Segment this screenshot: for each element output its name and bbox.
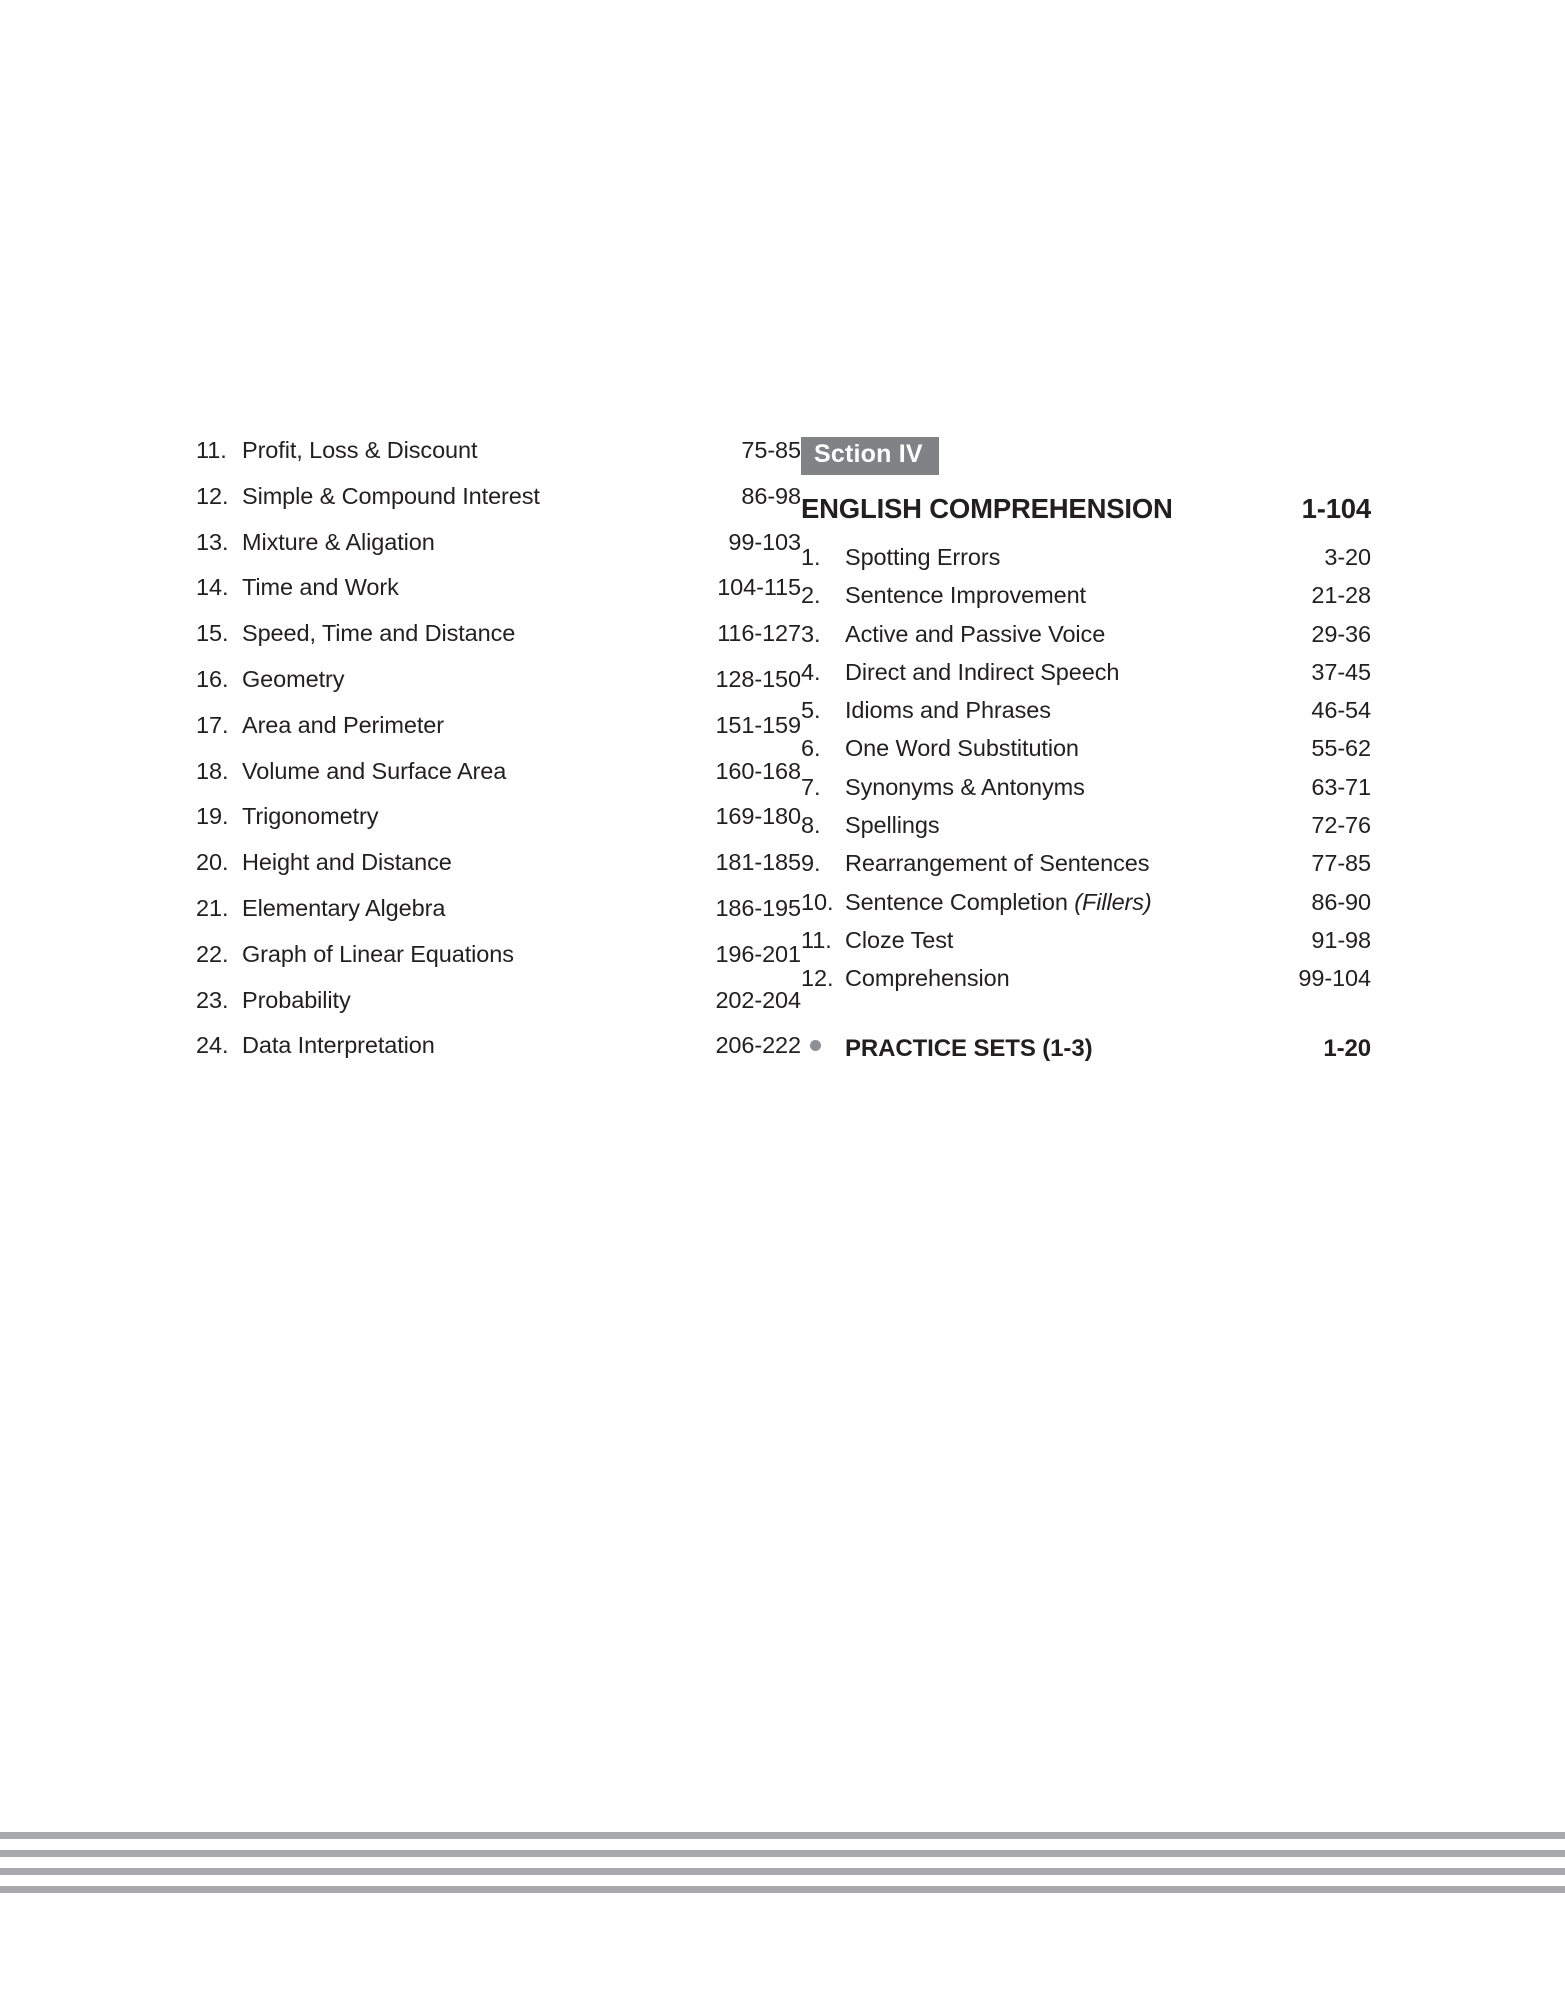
toc-entry-title — [845, 812, 1271, 839]
toc-entry-title — [845, 697, 1271, 724]
toc-entry-number: 1. — [801, 544, 821, 570]
toc-entry-title-text: Idioms and Phrases — [845, 697, 1051, 724]
toc-entry-number: 24. — [196, 1032, 229, 1059]
toc-entry-title: Elementary Algebra — [242, 894, 446, 921]
toc-entry-title — [845, 621, 1271, 648]
footer-rule-line — [0, 1886, 1565, 1893]
toc-entry-title-text: Spellings — [845, 812, 940, 839]
section-heading — [801, 493, 1371, 544]
toc-entry-title — [845, 544, 1271, 571]
toc-entry-pages: 206-222 — [715, 1032, 801, 1059]
toc-entry-pages: 116-127 — [717, 620, 801, 647]
toc-entry — [196, 437, 801, 483]
toc-entry-pages: 29-36 — [1311, 620, 1371, 647]
toc-entry-pages: 72-76 — [1311, 812, 1371, 839]
toc-entry — [196, 803, 801, 849]
footer-rule-line — [0, 1832, 1565, 1839]
footer-rule-line — [0, 1850, 1565, 1857]
toc-entry — [801, 582, 1371, 620]
toc-entry-pages: 202-204 — [715, 986, 801, 1013]
toc-entry-number: 19. — [196, 803, 229, 830]
toc-entry-number: 22. — [196, 940, 229, 967]
toc-entry — [801, 697, 1371, 735]
toc-entry-pages: 99-103 — [728, 528, 801, 555]
toc-entry-number: 15. — [196, 620, 229, 647]
bullet-cell — [801, 1045, 845, 1056]
toc-entry-pages: 86-98 — [741, 482, 801, 509]
toc-entry-pages: 91-98 — [1311, 926, 1371, 953]
toc-entry-pages: 151-159 — [715, 711, 801, 738]
toc-entry-number: 10. — [801, 888, 834, 915]
toc-entry-number: 7. — [801, 773, 821, 800]
toc-entry-number: 21. — [196, 894, 229, 921]
toc-entry-title: Mixture & Aligation — [242, 528, 435, 555]
toc-entry-number: 12. — [196, 482, 229, 509]
toc-entry-number: 11. — [801, 926, 832, 953]
toc-entry-number: 5. — [801, 697, 821, 724]
section-heading-pages: 1-104 — [1301, 493, 1371, 524]
toc-entry-title — [845, 965, 1271, 992]
toc-entry-title: Speed, Time and Distance — [242, 620, 516, 647]
toc-entry-pages: 75-85 — [741, 437, 801, 463]
toc-entry-number: 20. — [196, 849, 229, 876]
toc-entry-pages: 128-150 — [715, 665, 801, 692]
toc-entry-title: Profit, Loss & Discount — [242, 437, 478, 463]
toc-entry-number: 4. — [801, 658, 821, 685]
toc-entry-title-text: Cloze Test — [845, 926, 954, 953]
toc-entry-number: 16. — [196, 665, 229, 692]
toc-entry — [801, 774, 1371, 812]
toc-entry — [196, 941, 801, 987]
toc-entry-title — [845, 735, 1271, 762]
toc-entry-number: 8. — [801, 812, 821, 839]
toc-entry-title: Simple & Compound Interest — [242, 482, 540, 509]
toc-entry — [801, 927, 1371, 965]
toc-entry-number: 6. — [801, 735, 821, 762]
toc-entry-title-note: (Fillers) — [1074, 888, 1152, 915]
toc-entry-pages: 160-168 — [715, 757, 801, 784]
toc-entry-title — [845, 850, 1271, 877]
toc-entry-number: 12. — [801, 965, 834, 992]
toc-entry — [196, 758, 801, 804]
toc-entry-title: Area and Perimeter — [242, 711, 444, 738]
toc-entry-title-text: Active and Passive Voice — [845, 620, 1106, 647]
toc-entry-title: Volume and Surface Area — [242, 757, 507, 784]
toc-entry-pages: 169-180 — [715, 803, 801, 830]
toc-entry-title: Graph of Linear Equations — [242, 940, 514, 967]
toc-entry-number: 13. — [196, 528, 229, 555]
toc-entry-title: Probability — [242, 986, 351, 1013]
toc-entry-pages: 3-20 — [1324, 544, 1371, 570]
toc-entry-pages: 196-201 — [715, 940, 801, 967]
toc-entry-number: 2. — [801, 582, 821, 609]
toc-entry — [801, 659, 1371, 697]
toc-entry — [196, 1032, 801, 1078]
toc-entry-number: 14. — [196, 574, 229, 601]
toc-entry-number: 17. — [196, 711, 229, 738]
footer-rule-gap — [0, 1875, 1565, 1886]
table-of-contents — [0, 437, 1565, 1078]
toc-entry — [801, 850, 1371, 888]
toc-entry-title: Height and Distance — [242, 849, 452, 876]
toc-entry — [196, 666, 801, 712]
toc-entry-pages: 77-85 — [1311, 850, 1371, 877]
practice-sets-entry — [801, 1035, 1371, 1063]
toc-entry — [801, 812, 1371, 850]
toc-entry-number: 11. — [196, 437, 227, 463]
toc-entry-title-text: Comprehension — [845, 965, 1010, 992]
footer-rule-gap — [0, 1839, 1565, 1850]
toc-entry-title-text: Synonyms & Antonyms — [845, 773, 1085, 800]
toc-entry-title-text: One Word Substitution — [845, 735, 1079, 762]
toc-entry — [196, 574, 801, 620]
toc-entry — [196, 529, 801, 575]
toc-entry-title-text: Sentence Improvement — [845, 582, 1086, 609]
toc-entry-pages: 46-54 — [1311, 697, 1371, 724]
toc-entry — [196, 849, 801, 895]
section-badge-wrapper — [801, 437, 1371, 493]
footer-rule-gap — [0, 1857, 1565, 1868]
toc-entry — [801, 544, 1371, 582]
toc-entry — [196, 712, 801, 758]
toc-entry-pages: 55-62 — [1311, 735, 1371, 762]
toc-entry-number: 9. — [801, 850, 821, 877]
toc-entry — [801, 965, 1371, 1003]
toc-entry-title — [845, 582, 1271, 609]
toc-entry-title-text: Rearrangement of Sentences — [845, 850, 1150, 877]
toc-entry-number: 3. — [801, 620, 821, 647]
toc-entry — [196, 483, 801, 529]
toc-entry — [196, 987, 801, 1033]
section-heading-title: ENGLISH COMPREHENSION — [801, 493, 1173, 524]
toc-entry — [196, 895, 801, 941]
toc-entry-pages: 181-185 — [715, 849, 801, 876]
toc-entry-title: Trigonometry — [242, 803, 379, 830]
footer-rule-line — [0, 1868, 1565, 1875]
toc-entry-title: Geometry — [242, 665, 345, 692]
toc-entry-title-text: Spotting Errors — [845, 544, 1001, 570]
toc-entry-pages: 63-71 — [1311, 773, 1371, 800]
toc-entry-number: 23. — [196, 986, 229, 1013]
toc-left-column — [196, 437, 801, 1078]
toc-entry-title — [845, 927, 1271, 954]
toc-entry — [801, 889, 1371, 927]
toc-entry-title: Data Interpretation — [242, 1032, 435, 1059]
practice-sets-label: PRACTICE SETS (1-3) — [845, 1034, 1093, 1062]
footer-rules — [0, 1832, 1565, 1893]
toc-entry-title: Time and Work — [242, 574, 399, 601]
toc-entry-title — [845, 659, 1271, 686]
toc-entry-pages: 99-104 — [1298, 965, 1371, 992]
toc-right-column — [801, 437, 1371, 1063]
bullet-icon — [810, 1040, 821, 1051]
toc-entry-pages: 104-115 — [717, 574, 801, 601]
toc-entry-title-text: Direct and Indirect Speech — [845, 658, 1120, 685]
toc-entry-number: 18. — [196, 757, 229, 784]
toc-entry-pages: 186-195 — [715, 894, 801, 921]
toc-entry-pages: 37-45 — [1311, 658, 1371, 685]
section-badge: Sction IV — [801, 437, 939, 475]
toc-entry-title — [845, 889, 1271, 916]
toc-entry — [801, 735, 1371, 773]
toc-entry-pages: 21-28 — [1311, 582, 1371, 609]
toc-entry-title — [845, 774, 1271, 801]
toc-entry-title-text: Sentence Completion — [845, 888, 1075, 915]
toc-entry — [196, 620, 801, 666]
toc-entry-pages: 86-90 — [1311, 888, 1371, 915]
practice-sets-pages: 1-20 — [1323, 1034, 1371, 1062]
toc-entry — [801, 621, 1371, 659]
